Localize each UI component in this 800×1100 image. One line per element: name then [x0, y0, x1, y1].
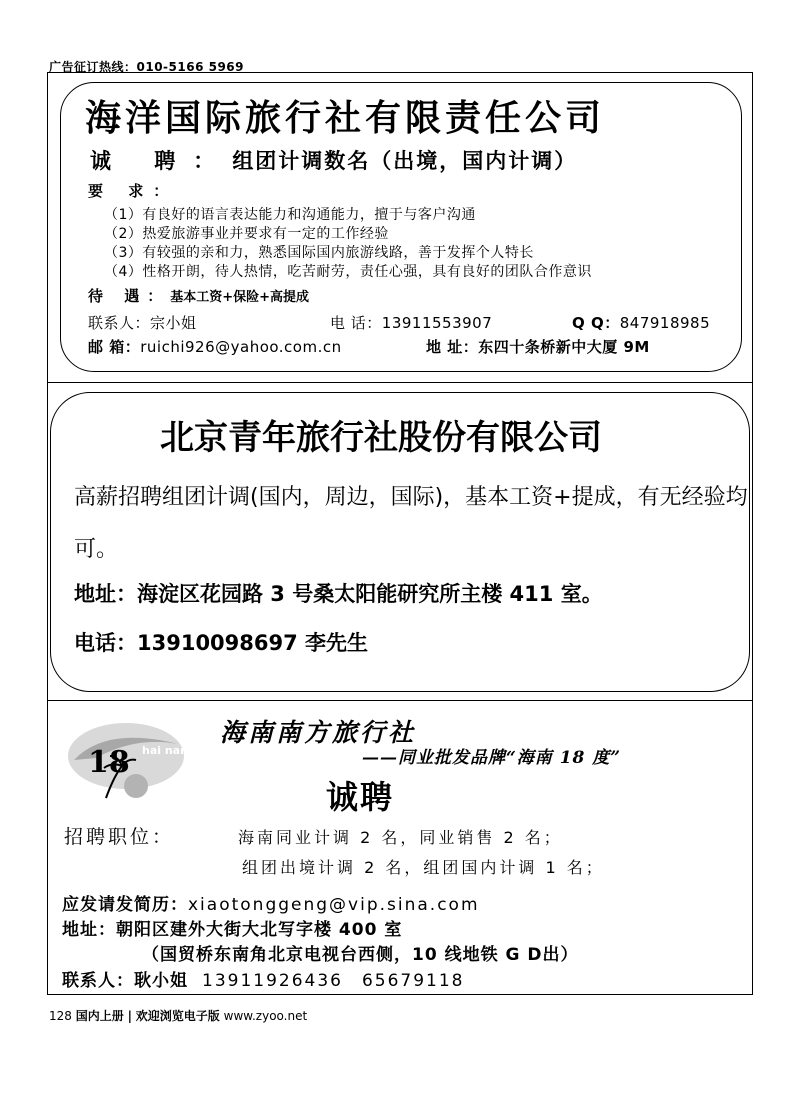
ad1-company: 海洋国际旅行社有限责任公司	[85, 98, 606, 139]
ad1-hire-label: 诚 聘：	[90, 149, 233, 173]
ad1-phone-label: 电 话：	[330, 314, 382, 332]
ad3-company: 海南南方旅行社	[220, 718, 417, 747]
ad1-hire	[90, 145, 577, 175]
ad3-subtitle: ——同业批发品牌“海南 18 度”	[362, 748, 622, 768]
ad3-contact-group	[62, 966, 465, 991]
logo-word: hai nan	[142, 744, 188, 757]
ad3-positions-line-2: 组团出境计调 2 名，组团国内计调 1 名；	[242, 858, 605, 877]
ad1-requirement-1: （1）有良好的语言表达能力和沟通能力，擅于与客户沟通	[104, 207, 476, 223]
ad1-phone: 13911553907	[381, 314, 493, 332]
separator-2	[47, 700, 753, 701]
ad1-contact: 联系人：宗小姐	[88, 314, 197, 332]
ad3-resume-email: xiaotonggeng@vip.sina.com	[188, 895, 480, 915]
ad2-body: 高薪招聘组团计调(国内，周边，国际)，基本工资+提成，有无经验均可。	[74, 485, 748, 562]
ad1-email: ruichi926@yahoo.com.cn	[140, 338, 342, 356]
ad1-email-label: 邮 箱：	[88, 338, 141, 356]
ad1-benefit-label: 待 遇：	[88, 287, 171, 305]
logo-number: 18	[88, 745, 130, 780]
footer-section: 国内上册	[75, 1009, 124, 1023]
footer-divider: |	[127, 1009, 132, 1023]
ad3-hire-title: 诚聘	[326, 778, 395, 816]
footer-slogan: 欢迎浏览电子版	[135, 1009, 220, 1023]
ad3-address: 地址：朝阳区建外大街大北写字楼 400 室	[62, 920, 403, 940]
ad2-company: 北京青年旅行社股份有限公司	[160, 418, 602, 458]
ad1-requirement-3: （3）有较强的亲和力，熟悉国际国内旅游线路，善于发挥个人特长	[104, 245, 534, 261]
ad3-address-note: （国贸桥东南角北京电视台西侧，10 线地铁 G D出）	[142, 945, 579, 965]
ad-hotline: 广告征订热线：010-5166 5969	[49, 60, 245, 74]
ad3-positions-line-1: 海南同业计调 2 名，同业销售 2 名；	[238, 828, 563, 847]
ad1-address: 东四十条桥新中大厦 9M	[478, 338, 650, 356]
ad1-benefits	[88, 285, 309, 306]
ad1-requirements-label: 要 求：	[88, 182, 179, 200]
ad3-resume-group	[62, 890, 480, 915]
ad1-phone-group	[330, 312, 492, 333]
ad1-requirement-2: （2）热爱旅游事业并要求有一定的工作经验	[104, 226, 389, 242]
ad1-qq-label: Q Q：	[572, 314, 620, 332]
ad1-hire-text: 组团计调数名（出境，国内计调）	[232, 149, 578, 173]
ad1-email-group	[88, 336, 342, 357]
ad2-address: 地址：海淀区花园路 3 号桑太阳能研究所主楼 411 室。	[74, 582, 603, 606]
ad3-positions-label: 招聘职位：	[64, 826, 175, 848]
ad1-qq: 847918985	[619, 314, 711, 332]
page-footer	[49, 1007, 307, 1024]
ad1-address-group	[426, 336, 650, 357]
separator-1	[47, 382, 753, 383]
ad1-qq-group	[572, 312, 710, 333]
hainan-18-logo	[66, 718, 188, 804]
ad3-contact-label: 联系人：耿小姐	[62, 971, 188, 991]
ad1-address-label: 地 址：	[426, 338, 479, 356]
ad2-phone: 电话：13910098697 李先生	[74, 631, 369, 655]
ad3-contact-phones: 13911926436 65679118	[202, 971, 465, 991]
ad3-resume-label: 应发请发简历：	[62, 895, 188, 915]
ad1-benefit-text: 基本工资+保险+高提成	[170, 290, 310, 305]
page-number: 128	[49, 1009, 72, 1023]
footer-url: www.zyoo.net	[223, 1009, 308, 1023]
ad1-requirement-4: （4）性格开朗，待人热情，吃苦耐劳，责任心强，具有良好的团队合作意识	[104, 264, 592, 280]
